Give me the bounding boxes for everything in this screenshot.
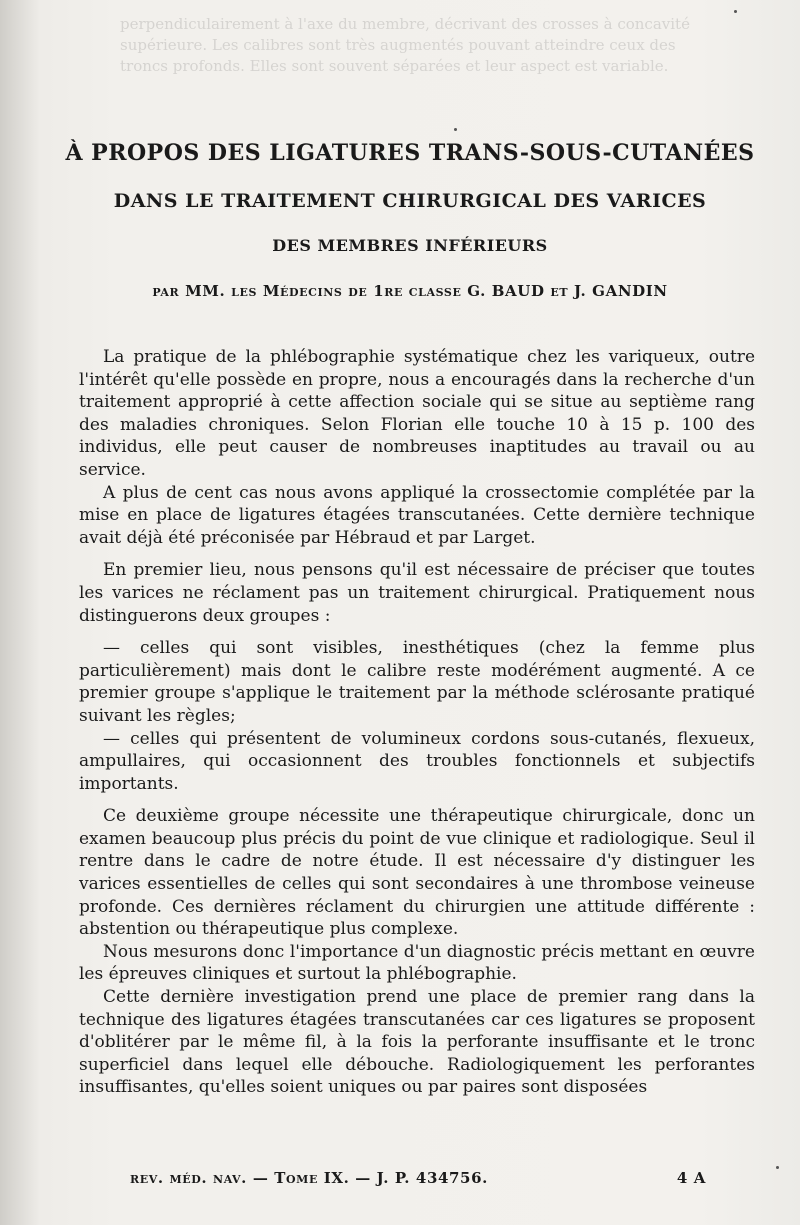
ink-speck — [734, 10, 737, 13]
signature-mark: 4 A — [676, 1169, 706, 1187]
bleed-through-text — [120, 14, 780, 77]
page-footer — [130, 1169, 730, 1187]
article-title-line-2: DANS LE TRAITEMENT CHIRURGICAL DES VARICES — [113, 190, 707, 212]
article-body — [79, 346, 755, 1099]
bleed-line: supérieure. Les calibres sont très augmentés pouvant atteindre ceux des — [120, 36, 676, 54]
article-title-line-1: À PROPOS DES LIGATURES TRANS-SOUS-CUTANÉES — [65, 140, 755, 166]
paragraph: — celles qui sont visibles, inesthétiques (chez la femme plus particulièrement) mais dont le calibre reste modérément augmenté. A ce premier groupe s'applique le traitement par la méthode sclérosante pratiqué suivant les règles; — [79, 638, 755, 726]
journal-reference: rev. méd. nav. — Tome IX. — J. P. 434756. — [130, 1169, 488, 1187]
paragraph: Cette dernière investigation prend une place de premier rang dans la technique des ligatures étagées transcutanées car ces ligatures se proposent d'oblitérer par le même fil, à la fois la perforante insuffisante et le tronc superficiel dans lequel elle débouche. Radiologiquement les perforantes insuffisantes, qu'elles soient uniques ou par paires sont disposées — [79, 987, 755, 1098]
author-byline: par MM. les Médecins de 1re classe G. BAUD et J. GANDIN — [152, 282, 668, 300]
bleed-line: perpendiculairement à l'axe du membre, décrivant des crosses à concavité — [120, 15, 690, 33]
paragraph: — celles qui présentent de volumineux cordons sous-cutanés, flexueux, ampullaires, qui occasionnent des troubles fonctionnels et subjectifs importants. — [79, 728, 755, 794]
ink-speck — [454, 128, 457, 131]
paragraph: La pratique de la phlébographie systématique chez les variqueux, outre l'intérêt qu'elle possède en propre, nous a encouragés dans la recherche d'un traitement approprié à cette affection sociale qui se situe au septième rang des maladies chroniques. Selon Florian elle touche 10 à 15 p. 100 des individus, elle peut causer de nombreuses inaptitudes au travail ou au service. — [79, 347, 755, 480]
paragraph: En premier lieu, nous pensons qu'il est nécessaire de préciser que toutes les varices ne réclament pas un traitement chirurgical. Pratiquement nous distinguerons deux groupes : — [79, 560, 755, 626]
bleed-line: troncs profonds. Elles sont souvent séparées et leur aspect est variable. — [120, 57, 669, 75]
paragraph: Nous mesurons donc l'importance d'un diagnostic précis mettant en œuvre les épreuves cliniques et surtout la phlébographie. — [79, 941, 755, 985]
ink-speck — [776, 1166, 779, 1169]
article-title-line-3: DES MEMBRES INFÉRIEURS — [272, 236, 548, 255]
paragraph: Ce deuxième groupe nécessite une thérapeutique chirurgicale, donc un examen beaucoup plus précis du point de vue clinique et radiologique. Seul il rentre dans le cadre de notre étude. Il est nécessaire d'y distinguer les varices essentielles de celles qui sont secondaires à une thrombose veineuse profonde. Ces dernières réclament du chirurgien une attitude différente : abstention ou thérapeutique plus complexe. — [79, 806, 755, 940]
paragraph: A plus de cent cas nous avons appliqué la crossectomie complétée par la mise en place de ligatures étagées transcutanées. Cette dernière technique avait déjà été préconisée par Hébraud et par Larget. — [79, 482, 755, 548]
